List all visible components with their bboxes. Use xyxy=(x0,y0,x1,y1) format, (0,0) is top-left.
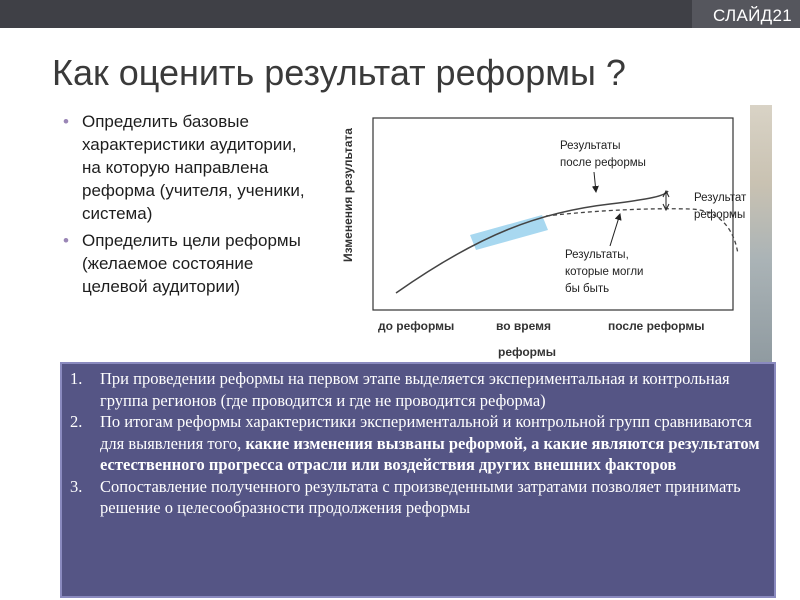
step-text: Сопоставление полученного результата с произведенными затратами позволяет принимать решение о целесообразности продолжения реформы xyxy=(100,476,741,517)
x-label-before: до реформы xyxy=(378,319,455,333)
bullet-text: Определить базовые характеристики аудитории, на которую направлена реформа (учителя, ученики, система) xyxy=(82,112,305,223)
annotation-result-2: реформы xyxy=(694,209,746,221)
annotation-could-be-3: бы быть xyxy=(565,283,610,295)
step-item xyxy=(70,368,766,411)
slide-number: СЛАЙД21 xyxy=(713,6,792,25)
bullet-text: Определить цели реформы (желаемое состояние целевой аудитории) xyxy=(82,231,301,296)
step-text: При проведении реформы на первом этапе выделяется экспериментальная и контрольная группа регионов (где проводится и где не проводится реформа) xyxy=(100,369,730,410)
x-label-during-second-line: реформы xyxy=(498,345,556,359)
step-text: По итогам реформы характеристики экспериментальной и контрольной групп сравниваются для выявления того, xyxy=(100,412,752,453)
svg-text:Изменения результата xyxy=(341,128,355,262)
bullet-dot-icon: • xyxy=(63,231,69,250)
bullet-dot-icon: • xyxy=(63,112,69,131)
y-axis-label: Изменения результата xyxy=(341,128,355,262)
slide-title: Как оценить результат реформы ? xyxy=(52,52,626,93)
step-text-emphasis: какие изменения вызваны реформой, а какие являются результатом естественного прогресса отрасли или воздействия других внешних факторов xyxy=(100,433,760,474)
annotation-could-be-2: которые могли xyxy=(565,266,644,278)
bullet-list xyxy=(60,110,310,302)
step-item xyxy=(70,411,766,476)
x-label-after: после реформы xyxy=(608,319,705,333)
annotation-result-1: Результат xyxy=(694,192,747,204)
reform-effect-diagram xyxy=(310,104,750,366)
annotation-after-reform-2: после реформы xyxy=(560,157,646,169)
steps-list xyxy=(62,364,774,519)
step-item xyxy=(70,476,766,519)
steps-panel xyxy=(60,362,776,598)
bullet-item xyxy=(60,229,310,298)
top-bar xyxy=(0,0,800,28)
diagram-svg xyxy=(310,104,750,366)
annotation-after-reform-1: Результаты xyxy=(560,140,621,152)
step-number: 3. xyxy=(70,476,83,496)
step-number: 1. xyxy=(70,369,83,388)
step-number: 2. xyxy=(70,412,83,431)
bullet-item xyxy=(60,110,310,225)
x-label-during: во время xyxy=(496,319,551,333)
annotation-could-be-1: Результаты, xyxy=(565,249,629,261)
